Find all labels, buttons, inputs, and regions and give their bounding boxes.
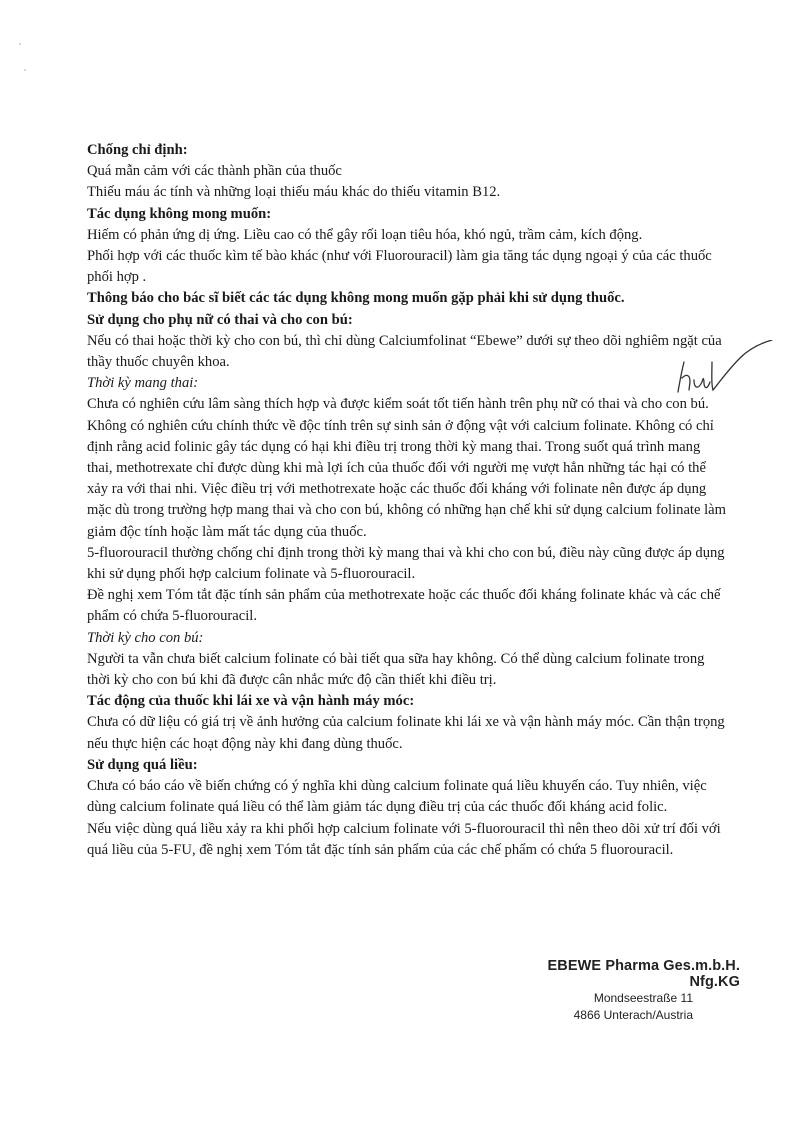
paragraph: Quá mẫn cảm với các thành phần của thuốc xyxy=(87,163,342,180)
paragraph: Nếu việc dùng quá liều xảy ra khi phối hợp calcium folinate với 5-fluorouracil thì nên theo dõi xử trí đối với quá liều của 5-FU, đề nghị xem Tóm tắt đặc tính sản phẩm của các chế phẩm có chứa 5 fluorouracil. xyxy=(87,820,721,858)
heading-side-effects: Tác dụng không mong muốn: xyxy=(87,205,272,222)
paragraph: 5-fluorouracil thường chống chỉ định trong thời kỳ mang thai và khi cho con bú, điều này cũng được áp dụng khi sử dụng phối hợp calcium folinate và 5-fluorouracil. xyxy=(87,544,725,583)
paragraph: Người ta vẫn chưa biết calcium folinate có bài tiết qua sữa hay không. Có thể dùng calcium folinate trong thời kỳ cho con bú khi đã được cân nhắc mức độ cần thiết khi điều trị. xyxy=(87,650,705,689)
paragraph: Thiếu máu ác tính và những loại thiếu máu khác do thiếu vitamin B12. xyxy=(87,184,501,201)
subheading-lactation: Thời kỳ cho con bú: xyxy=(87,629,204,646)
paragraph: Chưa có báo cáo về biến chứng có ý nghĩa khi dùng calcium folinate quá liều khuyến cáo. Tuy nhiên, việc dùng calcium folinate quá liều có thể làm giảm tác dụng điều trị của các thuốc đối kháng acid folic. xyxy=(87,778,707,816)
paragraph: Hiếm có phản ứng dị ứng. Liều cao có thể gây rối loạn tiêu hóa, khó ngủ, trầm cảm, kích động. xyxy=(87,226,643,243)
paragraph: Đề nghị xem Tóm tắt đặc tính sản phẩm của methotrexate hoặc các thuốc đối kháng folinate khác và các chế phẩm có chứa 5-fluorouracil. xyxy=(87,587,721,625)
heading-driving: Tác động của thuốc khi lái xe và vận hành máy móc: xyxy=(87,693,415,710)
heading-notify-doctor: Thông báo cho bác sĩ biết các tác dụng không mong muốn gặp phải khi sử dụng thuốc. xyxy=(87,290,625,307)
scan-speck xyxy=(19,43,21,45)
heading-contraindications: Chống chỉ định: xyxy=(87,142,188,158)
stamp-city: 4866 Unterach/Austria xyxy=(573,1008,693,1022)
stamp-company-name: EBEWE Pharma Ges.m.b.H. Nfg.KG xyxy=(547,958,740,990)
paragraph: Phối hợp với các thuốc kìm tế bào khác (như với Fluorouracil) làm gia tăng tác dụng ngoại ý của các thuốc phối hợp . xyxy=(87,248,712,286)
document-body xyxy=(87,140,727,861)
subheading-pregnancy: Thời kỳ mang thai: xyxy=(87,375,199,392)
paragraph: Nếu có thai hoặc thời kỳ cho con bú, thì chỉ dùng Calciumfolinat “Ebewe” dưới sự theo dõi nghiêm ngặt của thầy thuốc chuyên khoa. xyxy=(87,332,722,371)
company-stamp xyxy=(500,958,740,1024)
paragraph: Chưa có nghiên cứu lâm sàng thích hợp và được kiểm soát tốt tiến hành trên phụ nữ có thai và cho con bú. Không có nghiên cứu chính thức về độc tính trên sự sinh sản ở động vật với calcium folinate. Không có chỉ định rằng acid folinic gây tác dụng có hại khi điều trị trong thời kỳ mang thai. Trong suốt quá trình mang thai, methotrexate chỉ được dùng khi mà lợi ích của thuốc đối với người mẹ vượt hẳn những tác hại có thể xảy ra với thai nhi. Việc điều trị với methotrexate hoặc các thuốc đối kháng với folinate nên được áp dụng mặc dù trong trường hợp mang thai và cho con bú, không có những hạn chế khi sử dụng calcium folinate làm giảm độc tính hoặc làm mất tác dụng của thuốc. xyxy=(87,396,726,540)
paragraph: Chưa có dữ liệu có giá trị về ảnh hưởng của calcium folinate khi lái xe và vận hành máy móc. Cần thận trọng nếu thực hiện các hoạt động này khi đang dùng thuốc. xyxy=(87,714,725,752)
handwritten-signature xyxy=(672,340,782,400)
stamp-street: Mondseestraße 11 xyxy=(593,991,693,1005)
heading-pregnancy-lactation: Sử dụng cho phụ nữ có thai và cho con bú: xyxy=(87,311,353,328)
scan-speck xyxy=(24,69,26,71)
heading-overdose: Sử dụng quá liều: xyxy=(87,756,198,773)
